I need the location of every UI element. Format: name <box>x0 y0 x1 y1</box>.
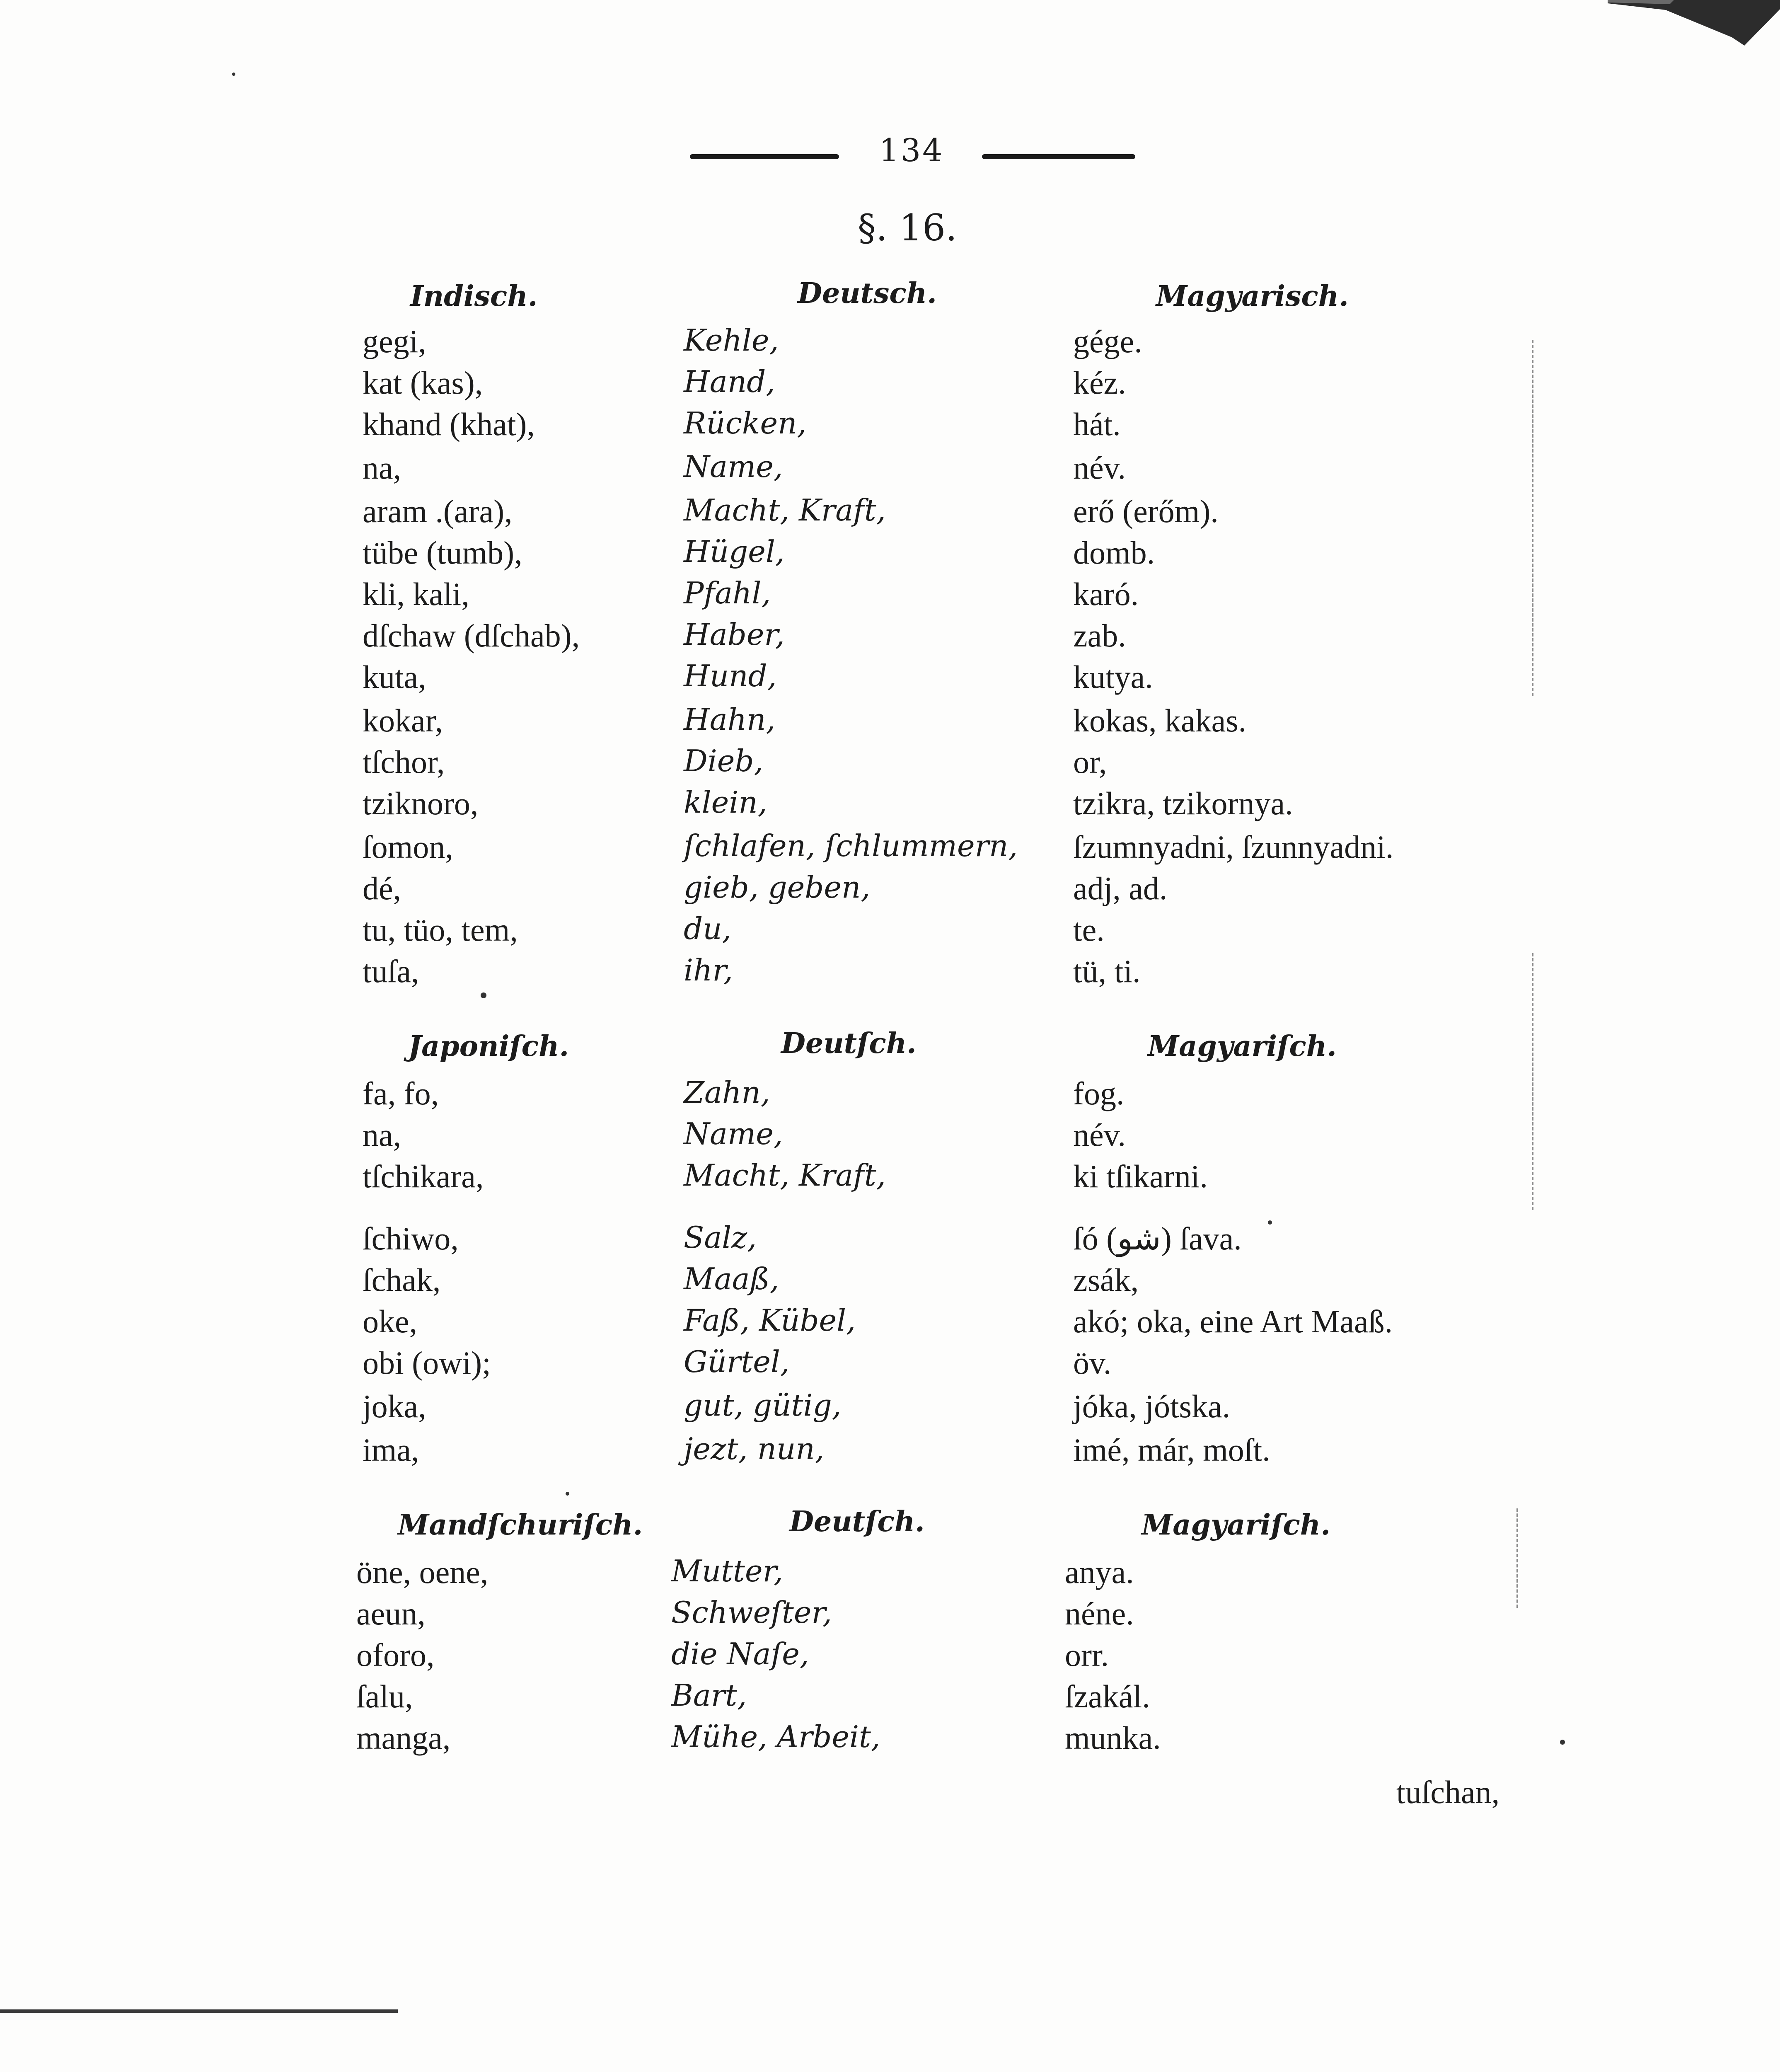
german-word: du, <box>684 911 732 946</box>
source-word: gegi, <box>363 323 426 359</box>
source-word: tſchikara, <box>363 1158 484 1194</box>
hungarian-word: erő (erőm). <box>1073 493 1219 529</box>
german-word: Macht, Kraft, <box>684 1158 886 1193</box>
page-number: 134 <box>879 132 944 169</box>
source-word: ima, <box>363 1432 419 1468</box>
hungarian-word: ſzumnyadni, ſzunnyadni. <box>1073 829 1394 865</box>
german-word: Macht, Kraft, <box>684 493 886 528</box>
hungarian-word: gége. <box>1073 323 1142 359</box>
column-heading-source: Mandſchuriſch. <box>398 1508 643 1542</box>
source-word: ſchak, <box>363 1262 441 1298</box>
column-heading-german: Deutſch. <box>781 1027 917 1060</box>
german-word: Hund, <box>684 658 777 693</box>
german-word: Maaß, <box>684 1261 779 1296</box>
source-word: na, <box>363 450 401 486</box>
german-word: Hügel, <box>684 534 785 569</box>
source-word: kli, kali, <box>363 576 469 612</box>
source-word: tziknoro, <box>363 785 479 821</box>
source-word: tuſa, <box>363 953 419 989</box>
source-word: manga, <box>356 1720 451 1756</box>
ink-speck <box>481 992 486 998</box>
catchword: tuſchan, <box>1396 1774 1500 1810</box>
hungarian-word: zab. <box>1073 617 1126 654</box>
source-word: khand (khat), <box>363 406 535 442</box>
german-word: jezt, nun, <box>684 1431 825 1466</box>
ink-speck <box>1560 1740 1565 1745</box>
german-word: Haber, <box>684 617 785 652</box>
hungarian-word: te. <box>1073 912 1105 948</box>
source-word: kat (kas), <box>363 365 483 401</box>
source-word: aram .(ara), <box>363 493 513 529</box>
hungarian-word: akó; oka, eine Art Maaß. <box>1073 1303 1393 1339</box>
source-word: aeun, <box>356 1595 426 1631</box>
source-word: fa, fo, <box>363 1075 439 1111</box>
hungarian-word: munka. <box>1065 1720 1161 1756</box>
german-word: Kehle, <box>684 323 779 358</box>
hungarian-word: zsák, <box>1073 1262 1139 1298</box>
hungarian-word: anya. <box>1065 1554 1134 1590</box>
hungarian-word: tzikra, tzikornya. <box>1073 785 1293 821</box>
hungarian-word: név. <box>1073 1117 1126 1153</box>
hungarian-word: fog. <box>1073 1075 1125 1111</box>
page-corner-shadow <box>1608 0 1780 54</box>
hungarian-word: adj, ad. <box>1073 870 1168 906</box>
source-word: ſalu, <box>356 1678 413 1714</box>
column-heading-hungarian: Magyariſch. <box>1142 1508 1330 1542</box>
source-word: tübe (tumb), <box>363 535 522 571</box>
german-word: Zahn, <box>684 1075 770 1110</box>
german-word: klein, <box>684 785 767 820</box>
german-word: gut, gütig, <box>684 1388 842 1423</box>
hungarian-word: kutya. <box>1073 659 1153 695</box>
german-word: Hand, <box>684 364 776 399</box>
source-word: kokar, <box>363 702 443 738</box>
hungarian-word: öv. <box>1073 1345 1112 1381</box>
hungarian-word: kokas, kakas. <box>1073 702 1247 738</box>
source-word: oke, <box>363 1303 418 1339</box>
german-word: Name, <box>684 1116 783 1151</box>
hungarian-word: név. <box>1073 450 1126 486</box>
source-word: kuta, <box>363 659 426 695</box>
german-word: Schweſter, <box>671 1595 832 1630</box>
section-heading: §. 16. <box>858 206 957 249</box>
german-word: Mühe, Arbeit, <box>671 1719 880 1754</box>
source-word: ſomon, <box>363 829 453 865</box>
hungarian-word: ſzakál. <box>1065 1678 1150 1714</box>
german-word: Name, <box>684 449 783 484</box>
source-word: dé, <box>363 870 401 906</box>
column-heading-hungarian: Magyarisch. <box>1156 280 1349 313</box>
german-word: Salz, <box>684 1220 757 1255</box>
margin-mark <box>1532 953 1535 1210</box>
column-heading-german: Deutſch. <box>789 1505 925 1538</box>
hungarian-word: kéz. <box>1073 365 1126 401</box>
source-word: ſchiwo, <box>363 1220 459 1256</box>
hungarian-word: orr. <box>1065 1637 1109 1673</box>
source-word: na, <box>363 1117 401 1153</box>
column-heading-source: Japoniſch. <box>408 1030 569 1063</box>
german-word: die Naſe, <box>671 1636 809 1671</box>
hungarian-word: karó. <box>1073 576 1139 612</box>
ink-speck <box>232 73 235 76</box>
hungarian-word: ſó (شو) ſava. <box>1073 1220 1242 1256</box>
german-word: Hahn, <box>684 702 776 737</box>
german-word: Bart, <box>671 1678 747 1713</box>
hungarian-word: domb. <box>1073 535 1155 571</box>
margin-mark <box>1516 1508 1520 1608</box>
source-word: dſchaw (dſchab), <box>363 617 580 654</box>
margin-mark <box>1532 340 1535 696</box>
hungarian-word: or, <box>1073 744 1107 780</box>
hungarian-word: imé, már, moſt. <box>1073 1432 1270 1468</box>
source-word: tu, tüo, tem, <box>363 912 518 948</box>
source-word: öne, oene, <box>356 1554 489 1590</box>
german-word: ſchlafen, ſchlummern, <box>684 828 1018 863</box>
german-word: gieb, geben, <box>684 870 871 905</box>
ink-speck <box>566 1492 569 1496</box>
german-word: Gürtel, <box>684 1344 790 1379</box>
source-word: joka, <box>363 1388 426 1424</box>
column-heading-hungarian: Magyariſch. <box>1148 1030 1337 1063</box>
german-word: Pfahl, <box>684 576 771 610</box>
german-word: ihr, <box>684 953 733 988</box>
hungarian-word: hát. <box>1073 406 1121 442</box>
header-rule-left <box>690 154 839 159</box>
hungarian-word: jóka, jótska. <box>1073 1388 1231 1424</box>
german-word: Mutter, <box>671 1554 783 1588</box>
column-heading-german: Deutsch. <box>798 277 937 310</box>
ink-speck <box>1268 1220 1272 1225</box>
hungarian-word: tü, ti. <box>1073 953 1141 989</box>
page-bottom-edge <box>0 2008 398 2016</box>
german-word: Dieb, <box>684 743 764 778</box>
source-word: obi (owi); <box>363 1345 491 1381</box>
source-word: oforo, <box>356 1637 435 1673</box>
german-word: Faß, Kübel, <box>684 1303 856 1338</box>
source-word: tſchor, <box>363 744 445 780</box>
german-word: Rücken, <box>684 406 807 441</box>
hungarian-word: néne. <box>1065 1595 1134 1631</box>
header-rule-right <box>982 154 1135 159</box>
column-heading-source: Indisch. <box>410 280 538 313</box>
hungarian-word: ki tſikarni. <box>1073 1158 1208 1194</box>
